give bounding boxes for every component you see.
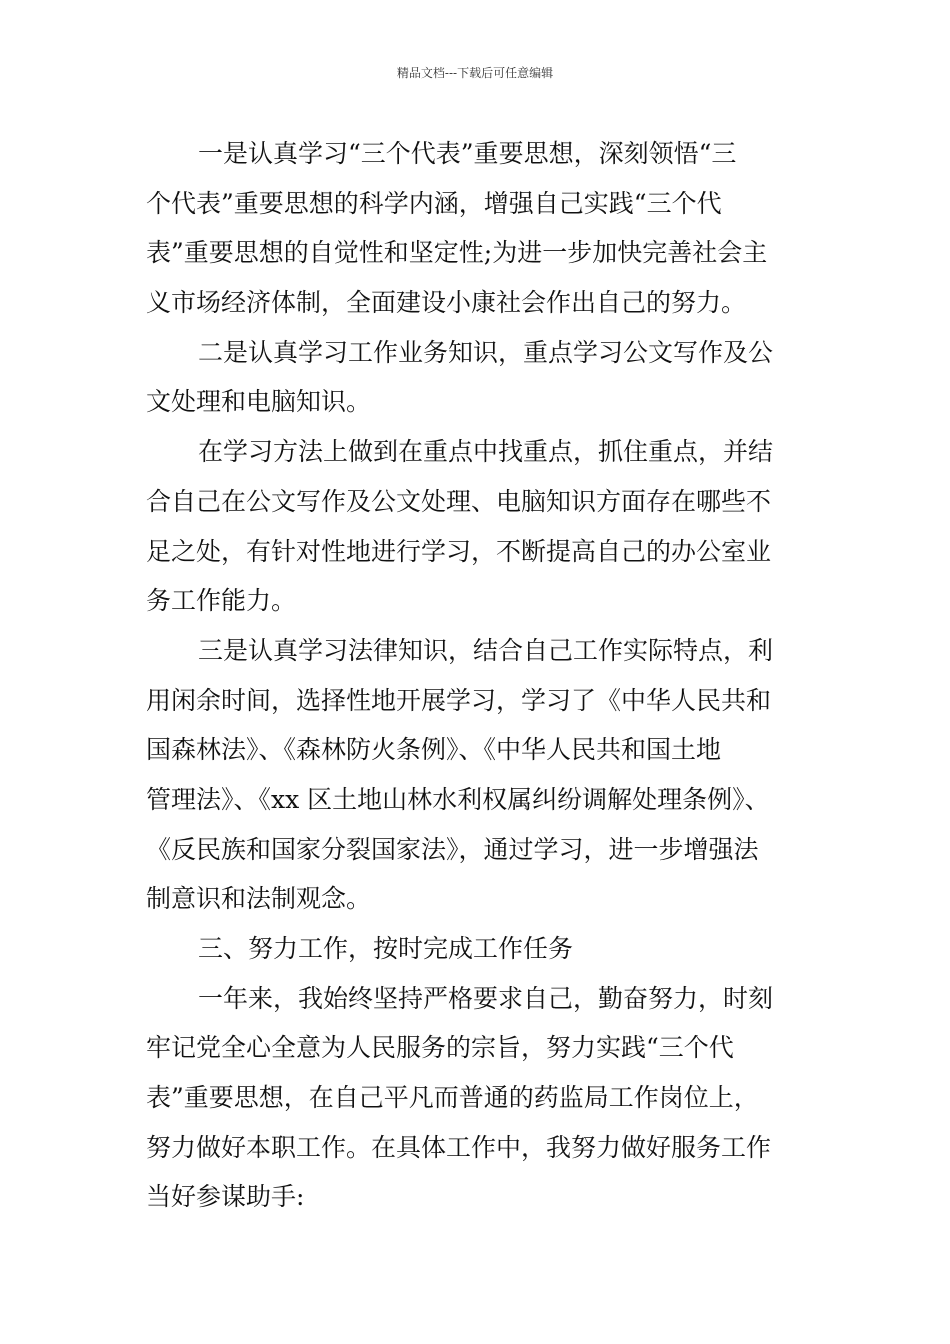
text-line: 足之处，有针对性地进行学习，不断提高自己的办公室业 [146, 536, 772, 566]
text-line: 义市场经济体制，全面建设小康社会作出自己的努力。 [146, 288, 747, 318]
text-line: 二是认真学习工作业务知识，重点学习公文写作及公 [198, 337, 774, 367]
text-line: 文处理和电脑知识。 [146, 387, 372, 417]
document-body [146, 129, 816, 1222]
text-line: 三是认真学习法律知识，结合自己工作实际特点，利 [198, 635, 774, 665]
text-line: 用闲余时间，选择性地开展学习，学习了《中华人民共和 [146, 685, 772, 715]
text-line: 当好参谋助手: [146, 1182, 305, 1212]
text-line: 在学习方法上做到在重点中找重点，抓住重点，并结 [198, 437, 774, 467]
text-line: 制意识和法制观念。 [146, 884, 372, 914]
text-line: 三、努力工作，按时完成工作任务 [198, 934, 574, 963]
text-line: 表”重要思想的自觉性和坚定性;为进一步加快完善社会主 [146, 238, 768, 268]
text-line: 一是认真学习“三个代表”重要思想，深刻领悟“三 [198, 139, 737, 168]
text-line: 《反民族和国家分裂国家法》，通过学习，进一步增强法 [146, 834, 759, 864]
text-line: 个代表”重要思想的科学内涵，增强自己实践“三个代 [146, 188, 722, 218]
text-line: 务工作能力。 [146, 586, 297, 616]
text-line: 表”重要思想，在自己平凡而普通的药监局工作岗位上， [146, 1083, 759, 1113]
text-line: 一年来，我始终坚持严格要求自己，勤奋努力，时刻 [198, 983, 774, 1013]
text-line: 管理法》、《xx 区土地山林水利权属纠纷调解处理条例》、 [146, 784, 770, 814]
text-line: 努力做好本职工作。在具体工作中，我努力做好服务工作 [146, 1132, 772, 1162]
text-line: 牢记党全心全意为人民服务的宗旨，努力实践“三个代 [146, 1033, 734, 1063]
text-line: 国森林法》、《森林防火条例》、《中华人民共和国土地 [146, 735, 722, 765]
text-line: 合自己在公文写作及公文处理、电脑知识方面存在哪些不 [146, 486, 772, 516]
page-header: 精品文档---下载后可任意编辑 [396, 66, 554, 80]
